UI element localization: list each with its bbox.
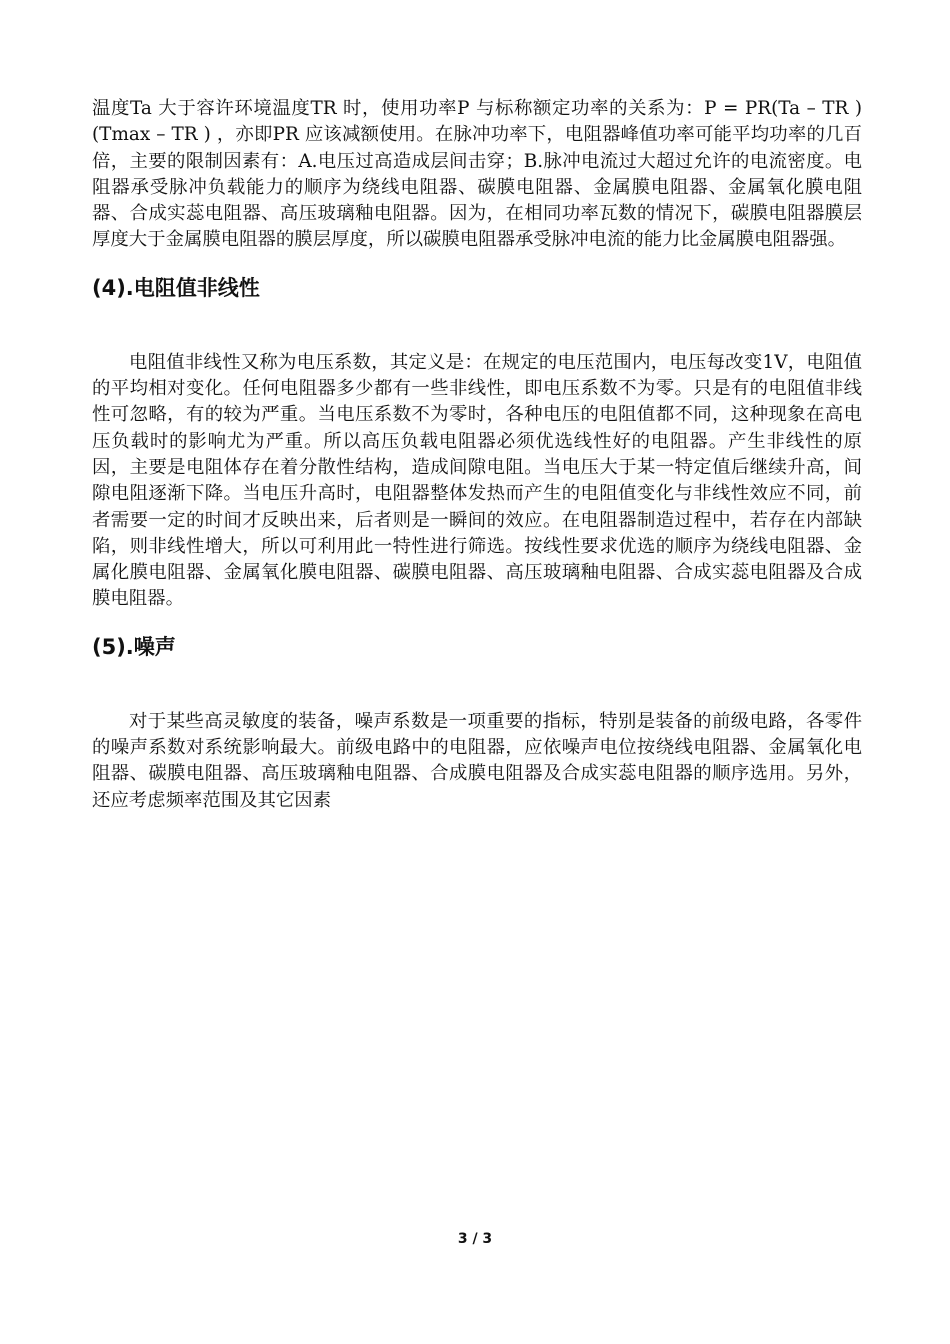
- paragraph-noise: 对于某些高灵敏度的装备，噪声系数是一项重要的指标，特别是装备的前级电路，各零件的噪声系数对系统影响最大。前级电路中的电阻器，应依噪声电位按绕线电阻器、金属氧化电阻器、碳膜电阻器、高压玻璃釉电阻器、合成膜电阻器及合成实蕊电阻器的顺序选用。另外，还应考虑频率范围及其它因素: [92, 710, 862, 811]
- page-number: 3 / 3: [457, 1231, 493, 1247]
- document-body: [92, 96, 862, 814]
- section-heading-nonlinearity: (4).电阻值非线性: [92, 275, 260, 300]
- paragraph-power-derating: 温度Ta 大于容许环境温度TR 时，使用功率P 与标称额定功率的关系为：P = PR(Ta – TR ) (Tmax – TR ) ，亦即PR 应该减额使用。在脉冲功率下，电阻器峰值功率可能平均功率的几百倍，主要的限制因素有：A.电压过高造成层间击穿；B.脉冲电流过大超过允许的电流密度。电阻器承受脉冲负载能力的顺序为绕线电阻器、碳膜电阻器、金属膜电阻器、金属氧化膜电阻器、合成实蕊电阻器、高压玻璃釉电阻器。因为，在相同功率瓦数的情况下，碳膜电阻器膜层厚度大于金属膜电阻器的膜层厚度，所以碳膜电阻器承受脉冲电流的能力比金属膜电阻器强。: [92, 98, 862, 251]
- paragraph-nonlinearity: 电阻值非线性又称为电压系数，其定义是：在规定的电压范围内，电压每改变1V，电阻值的平均相对变化。任何电阻器多少都有一些非线性，即电压系数不为零。只是有的电阻值非线性可忽略，有的较为严重。当电压系数不为零时，各种电压的电阻值都不同，这种现象在高电压负载时的影响尤为严重。所以高压负载电阻器必须优选线性好的电阻器。产生非线性的原因，主要是电阻体存在着分散性结构，造成间隙电阻。当电压大于某一特定值后继续升高，间隙电阻逐渐下降。当电压升高时，电阻器整体发热而产生的电阻值变化与非线性效应不同，前者需要一定的时间才反映出来，后者则是一瞬间的效应。在电阻器制造过程中，若存在内部缺陷，则非线性增大，所以可利用此一特性进行筛选。按线性要求优选的顺序为绕线电阻器、金属化膜电阻器、金属氧化膜电阻器、碳膜电阻器、高压玻璃釉电阻器、合成实蕊电阻器及合成膜电阻器。: [92, 351, 862, 610]
- section-heading-noise: (5).噪声: [92, 634, 176, 659]
